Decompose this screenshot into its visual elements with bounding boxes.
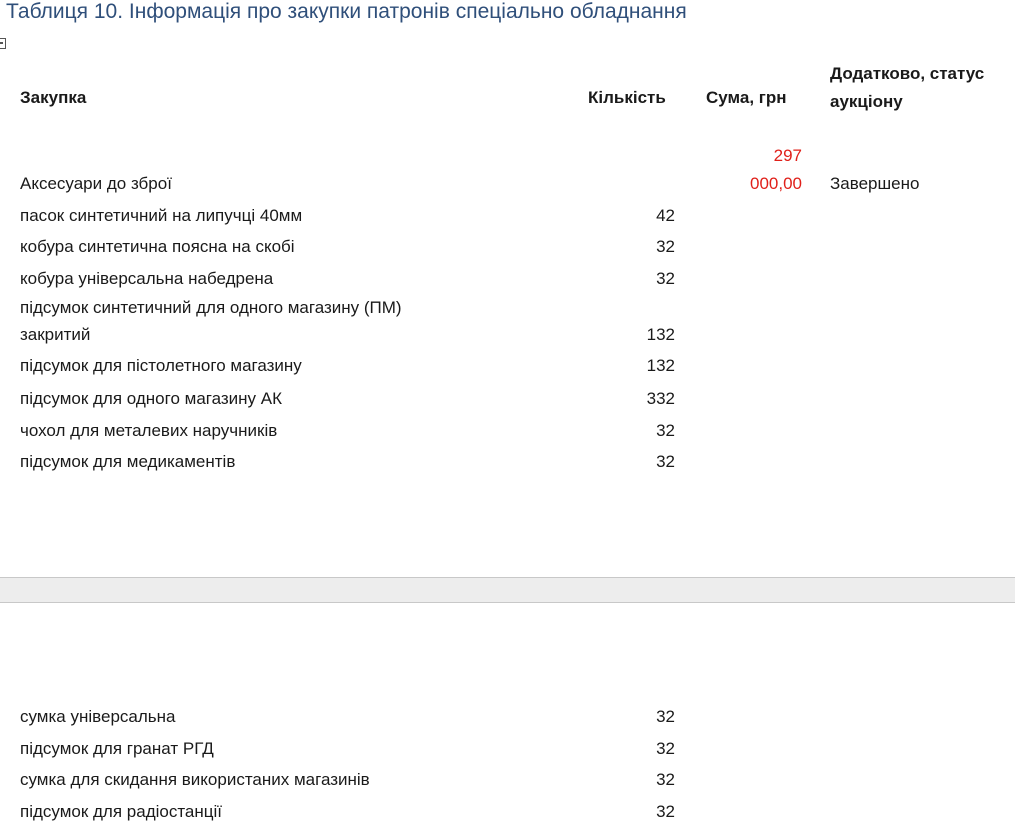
table-row-qty: 32 xyxy=(656,421,675,440)
table-row-qty: 32 xyxy=(656,802,675,821)
table-row-qty: 132 xyxy=(646,356,675,375)
table-caption: Таблиця 10. Інформація про закупки патронів спеціально обладнання xyxy=(6,0,687,23)
table-row-name: підсумок для пістолетного магазину xyxy=(20,356,302,375)
table-row-name-line1: підсумок синтетичний для одного магазину (ПМ) xyxy=(20,298,402,317)
header-sum: Сума, грн xyxy=(706,88,787,107)
table-row-qty: 132 xyxy=(646,325,675,344)
header-extra-status: Додатково, статус аукціону xyxy=(830,64,985,111)
table-row-qty: 32 xyxy=(656,739,675,758)
table-row-name: підсумок для радіостанції xyxy=(20,802,223,821)
table-row-name: пасок синтетичний на липучці 40мм xyxy=(20,206,303,225)
table-row-name: сумка універсальна xyxy=(20,707,176,726)
group-sum-line2: 000,00 xyxy=(750,174,802,193)
header-quantity: Кількість xyxy=(588,88,666,107)
group-name: Аксесуари до зброї xyxy=(20,174,172,193)
table-row-name-line2: закритий xyxy=(20,325,91,344)
table-move-handle-icon[interactable] xyxy=(0,38,6,49)
table-row-qty: 32 xyxy=(656,707,675,726)
table-row-name: кобура універсальна набедрена xyxy=(20,269,274,288)
group-status: Завершено xyxy=(830,174,920,193)
page-break-gap xyxy=(0,577,1015,603)
table-row-qty: 32 xyxy=(656,770,675,789)
table-row-qty: 42 xyxy=(656,206,675,225)
table-row-qty: 332 xyxy=(646,389,675,408)
table-row-qty: 32 xyxy=(656,237,675,256)
table-row-qty: 32 xyxy=(656,269,675,288)
table-row-qty: 32 xyxy=(656,452,675,471)
table-row-name: чохол для металевих наручників xyxy=(20,421,278,440)
table-row-name: підсумок для одного магазину АК xyxy=(20,389,283,408)
group-sum-line1: 297 xyxy=(773,146,802,165)
table-row-name: сумка для скидання використаних магазинів xyxy=(20,770,370,789)
table-row-name: підсумок для медикаментів xyxy=(20,452,236,471)
table-row-name: підсумок для гранат РГД xyxy=(20,739,214,758)
header-purchase: Закупка xyxy=(20,88,87,107)
table-row-name: кобура синтетична поясна на скобі xyxy=(20,237,295,256)
